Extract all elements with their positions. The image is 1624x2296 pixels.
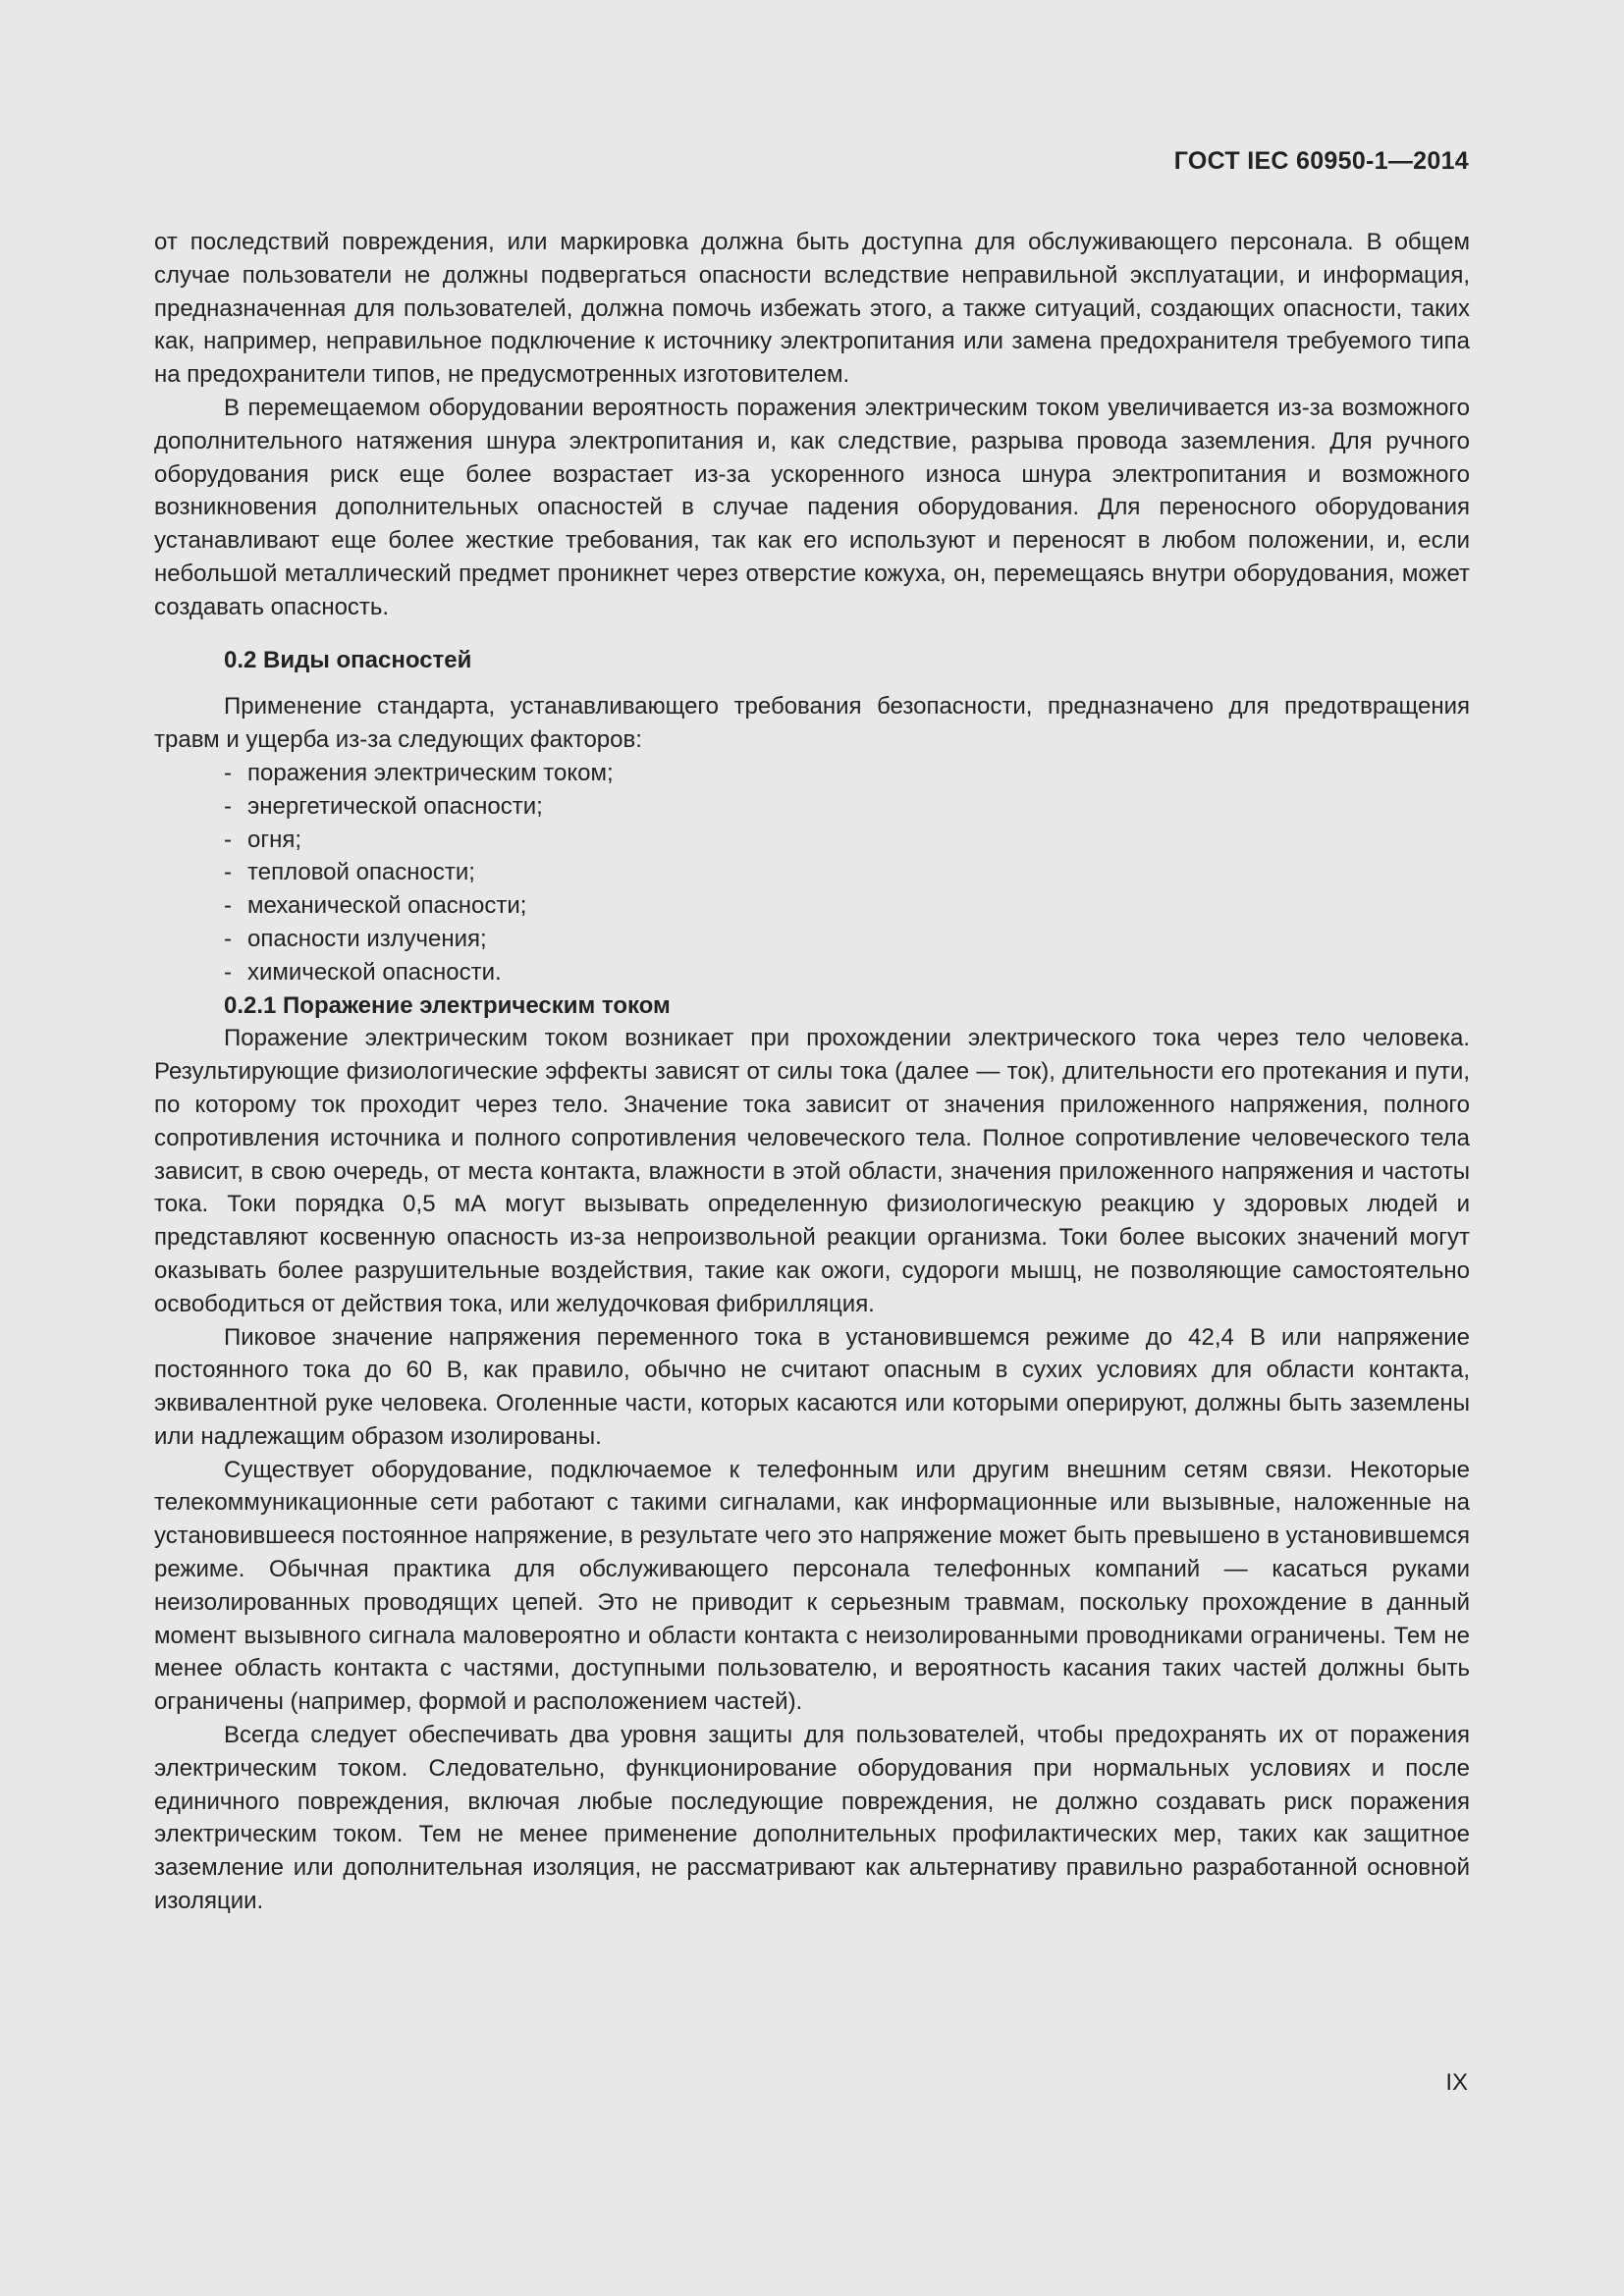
paragraph-3: Применение стандарта, устанавливающего требования безопасности, предназначено для предотвращения травм и ущерба из-за следующих факторов: [154, 693, 1470, 754]
list-item-text: поражения электрическим током; [247, 759, 614, 786]
list-item [224, 757, 1470, 790]
section-heading-0-2: 0.2 Виды опасностей [224, 646, 472, 673]
list-item-text: химической опасности. [247, 958, 502, 986]
list-item [224, 923, 1470, 956]
list-item-text: тепловой опасности; [247, 859, 475, 886]
page-number: IX [1445, 2069, 1468, 2096]
list-dash: - [224, 892, 232, 920]
list-item-text: энергетической опасности; [247, 792, 543, 820]
list-dash: - [224, 925, 232, 952]
list-item [224, 856, 1470, 889]
list-dash: - [224, 792, 232, 820]
list-item-text: опасности излучения; [247, 925, 487, 952]
list-item [224, 889, 1470, 923]
list-item [224, 790, 1470, 824]
list-dash: - [224, 826, 232, 853]
document-body [154, 226, 1470, 1918]
document-header: ГОСТ IEC 60950-1—2014 [1173, 147, 1469, 175]
paragraph-6: Существует оборудование, подключаемое к телефонным или другим внешним сетям связи. Некоторые телекоммуникационные сети работают с такими сигналами, как информационные или вызывные, наложенные на установившееся постоянное напряжение, в результате чего это напряжение может быть превышено в установившемся режиме. Обычная практика для обслуживающего персонала телефонных компаний — касаться руками неизолированных проводящих цепей. Это не приводит к серьезным травмам, поскольку прохождение в данный момент вызывного сигнала маловероятно и области контакта с неизолированными проводниками ограничены. Тем не менее область контакта с частями, доступными пользователю, и вероятность касания таких частей должны быть ограничены (например, формой и расположением частей). [154, 1456, 1470, 1716]
list-item [224, 956, 1470, 989]
list-item [224, 824, 1470, 857]
paragraph-5: Пиковое значение напряжения переменного тока в установившемся режиме до 42,4 В или напряжение постоянного тока до 60 В, как правило, обычно не считают опасным в сухих условиях для области контакта, эквивалентной руке человека. Оголенные части, которых касаются или которыми оперируют, должны быть заземлены или надлежащим образом изолированы. [154, 1323, 1470, 1450]
paragraph-2: В перемещаемом оборудовании вероятность поражения электрическим током увеличивается из-за возможного дополнительного натяжения шнура электропитания и, как следствие, разрыва провода заземления. Для ручного оборудования риск еще более возрастает из-за ускоренного износа шнура электропитания и возможного возникновения дополнительных опасностей в случае падения оборудования. Для переносного оборудования устанавливают еще более жесткие требования, так как его используют и переносят в любом положении, и, если небольшой металлический предмет проникнет через отверстие кожуха, он, перемещаясь внутри оборудования, может создавать опасность. [154, 394, 1470, 620]
section-heading-0-2-1: 0.2.1 Поражение электрическим током [224, 991, 671, 1019]
paragraph-1: от последствий повреждения, или маркировка должна быть доступна для обслуживающего персонала. В общем случае пользователи не должны подвергаться опасности вследствие неправильной эксплуатации, и информация, предназначенная для пользователей, должна помочь избежать этого, а также ситуаций, создающих опасности, таких как, например, неправильное подключение к источнику электропитания или замена предохранителя требуемого типа на предохранители типов, не предусмотренных изготовителем. [154, 229, 1470, 389]
list-item-text: огня; [247, 826, 302, 853]
hazard-list [154, 757, 1470, 989]
list-item-text: механической опасности; [247, 892, 527, 920]
paragraph-7: Всегда следует обеспечивать два уровня защиты для пользователей, чтобы предохранять их от поражения электрическим током. Следовательно, функционирование оборудования при нормальных условиях и после единичного повреждения, включая любые последующие повреждения, не должно создавать риск поражения электрическим током. Тем не менее применение дополнительных профилактических мер, таких как защитное заземление или дополнительная изоляция, не рассматривают как альтернативу правильно разработанной основной изоляции. [154, 1722, 1470, 1915]
paragraph-4: Поражение электрическим током возникает при прохождении электрического тока через тело человека. Результирующие физиологические эффекты зависят от силы тока (далее — ток), длительности его протекания и пути, по которому ток проходит через тело. Значение тока зависит от значения приложенного напряжения, полного сопротивления источника и полного сопротивления человеческого тела. Полное сопротивление человеческого тела зависит, в свою очередь, от места контакта, влажности в этой области, значения приложенного напряжения и частоты тока. Токи порядка 0,5 мА могут вызывать определенную физиологическую реакцию у здоровых людей и представляют косвенную опасность из-за непроизвольной реакции организма. Токи более высоких значений могут оказывать более разрушительные воздействия, такие как ожоги, судороги мышц, не позволяющие самостоятельно освободиться от действия тока, или желудочковая фибрилляция. [154, 1025, 1470, 1317]
list-dash: - [224, 859, 232, 886]
list-dash: - [224, 958, 232, 986]
list-dash: - [224, 759, 232, 786]
